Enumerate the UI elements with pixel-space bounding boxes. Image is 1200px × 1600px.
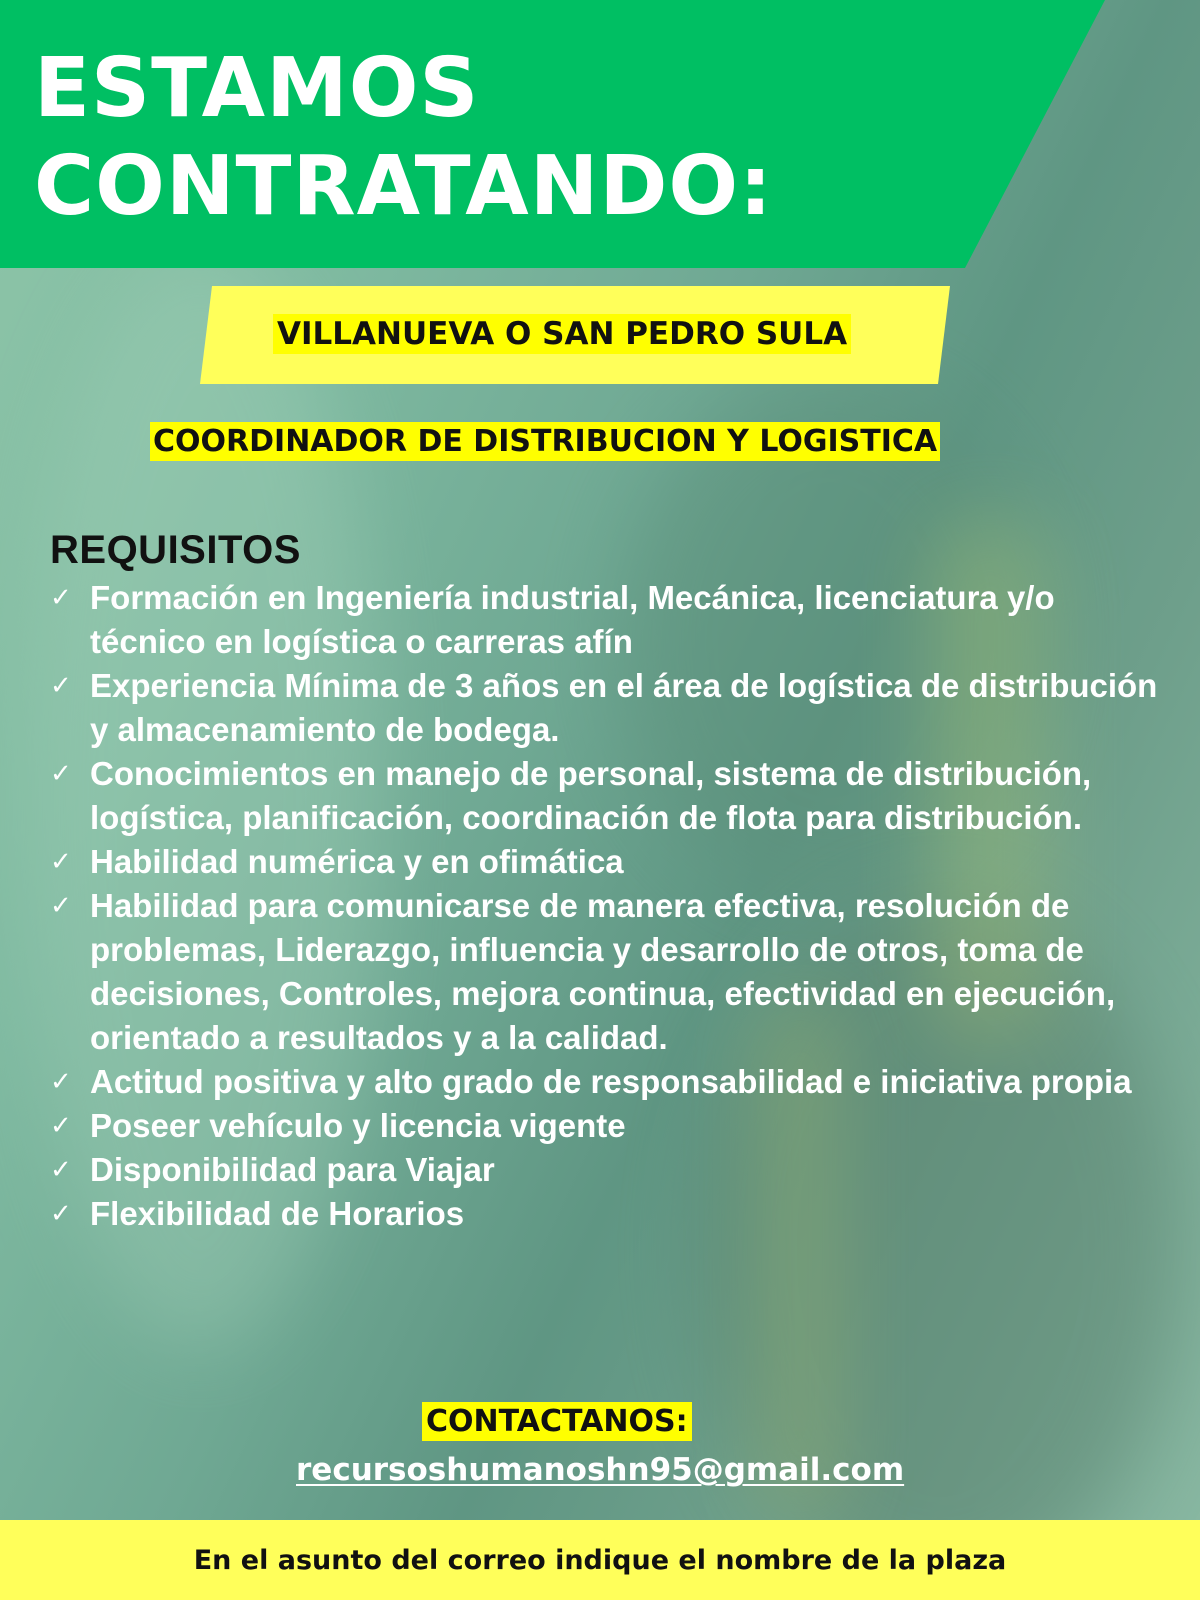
requirement-text: Poseer vehículo y licencia vigente [90,1107,626,1144]
footer-note: En el asunto del correo indique el nombre de la plaza [193,1545,1007,1576]
requirements-list [50,576,1170,1236]
requirement-text: Formación en Ingeniería industrial, Mecánica, licenciatura y/o técnico en logística o carreras afín [90,579,1055,660]
checkmark-icon: ✓ [50,891,72,921]
requirement-text: Flexibilidad de Horarios [90,1195,465,1232]
requirements-heading: REQUISITOS [50,528,301,572]
checkmark-icon: ✓ [50,583,72,613]
checkmark-icon: ✓ [50,1155,72,1185]
requirement-text: Experiencia Mínima de 3 años en el área de logística de distribución y almacenamiento de bodega. [90,667,1158,748]
checkmark-icon: ✓ [50,1199,72,1229]
checkmark-icon: ✓ [50,1067,72,1097]
list-item [50,576,1170,664]
requirement-text: Disponibilidad para Viajar [90,1151,495,1188]
list-item [50,1104,1170,1148]
list-item [50,1192,1170,1236]
headline [34,40,773,236]
contact-label: CONTACTANOS: [422,1402,692,1441]
requirement-text: Habilidad para comunicarse de manera efectiva, resolución de problemas, Liderazgo, influencia y desarrollo de otros, toma de decisiones, Controles, mejora continua, efectividad en ejecución, orientado a resultados y a la calidad. [90,887,1116,1056]
requirement-text: Conocimientos en manejo de personal, sistema de distribución, logística, planificación, coordinación de flota para distribución. [90,755,1092,836]
list-item [50,884,1170,1060]
headline-line-2: CONTRATANDO: [34,139,773,234]
headline-line-1: ESTAMOS [34,41,480,136]
location-label: VILLANUEVA O SAN PEDRO SULA [273,314,851,354]
list-item [50,1060,1170,1104]
contact-email-link[interactable]: recursoshumanoshn95@gmail.com [296,1452,905,1488]
checkmark-icon: ✓ [50,759,72,789]
requirement-text: Actitud positiva y alto grado de responsabilidad e iniciativa propia [90,1063,1132,1100]
list-item [50,840,1170,884]
list-item [50,664,1170,752]
list-item [50,1148,1170,1192]
checkmark-icon: ✓ [50,1111,72,1141]
list-item [50,752,1170,840]
checkmark-icon: ✓ [50,671,72,701]
checkmark-icon: ✓ [50,847,72,877]
requirement-text: Habilidad numérica y en ofimática [90,843,624,880]
job-title: COORDINADOR DE DISTRIBUCION Y LOGISTICA [150,422,940,461]
